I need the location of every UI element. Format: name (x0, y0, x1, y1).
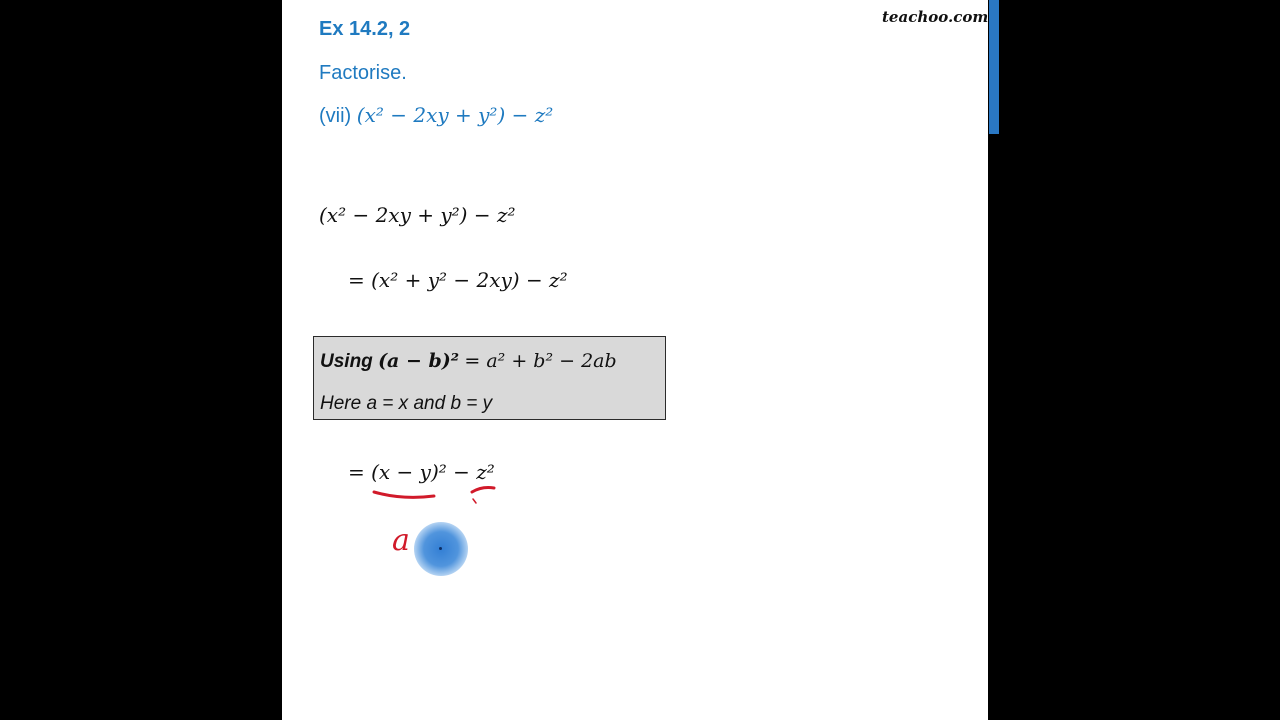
underline-a-term (374, 492, 434, 497)
brand-logo: teachoo.com (882, 8, 988, 26)
underline-b-term (472, 488, 494, 493)
step-expression-3: = (x − y)² − z² (348, 460, 495, 484)
question-expression: (x² − 2xy + y²) − z² (356, 103, 554, 127)
handwritten-letter-a: a (392, 523, 410, 558)
identity-rhs: = a² + b² − 2ab (464, 350, 617, 372)
laser-pointer-cursor (414, 522, 468, 576)
lesson-slide (282, 0, 988, 720)
edge-scroll-indicator (989, 0, 999, 134)
pointer-center-dot (439, 547, 442, 550)
question-label: (vii) (319, 105, 352, 127)
identity-lhs: (a − b)² (378, 350, 460, 372)
step-expression-2: = (x² + y² − 2xy) − z² (348, 268, 568, 292)
exercise-instruction: Factorise. (319, 62, 407, 84)
substitution-line: Here a = x and b = y (320, 393, 493, 414)
handwritten-annotations (282, 0, 988, 720)
tick-mark (473, 499, 476, 503)
exercise-title: Ex 14.2, 2 (319, 18, 411, 40)
using-label: Using (320, 351, 373, 372)
step-expression-1: (x² − 2xy + y²) − z² (319, 203, 516, 227)
